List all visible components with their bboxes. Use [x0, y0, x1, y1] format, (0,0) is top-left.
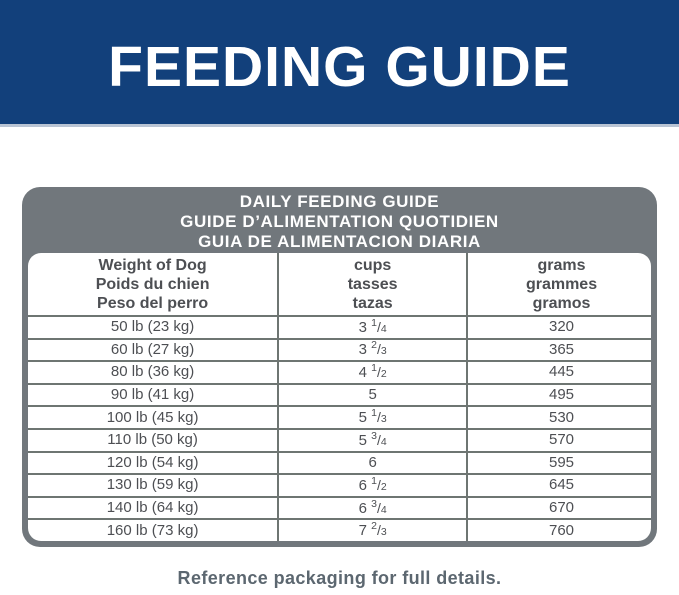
cups-cell: [279, 475, 466, 496]
weight-cell: [28, 340, 277, 361]
weight-value: 110 lb (50 kg): [107, 431, 198, 449]
grams-value: 365: [549, 340, 575, 358]
column-header-line: grammes: [525, 275, 598, 293]
cups-cell: [279, 385, 466, 406]
column-header-line: Poids du chien: [95, 275, 210, 293]
weight-value: 160 lb (73 kg): [106, 521, 199, 539]
grams-value: 670: [549, 499, 575, 517]
feeding-grid: [28, 253, 651, 541]
column-header-cups: [279, 253, 466, 315]
cups-cell: [279, 340, 466, 361]
weight-cell: [28, 475, 277, 496]
column-header-line: gramos: [532, 294, 591, 312]
column-header-line: tasses: [347, 275, 398, 293]
column-header-line: Weight of Dog: [98, 256, 207, 274]
cups-cell: [279, 520, 466, 541]
grams-cell: [468, 498, 651, 519]
cups-cell: [279, 498, 466, 519]
weight-cell: [28, 362, 277, 383]
cups-cell: [279, 430, 466, 451]
grams-cell: [468, 385, 651, 406]
cups-cell: [279, 453, 466, 474]
cups-cell: [279, 407, 466, 428]
grams-cell: [468, 362, 651, 383]
table-title-line-es: GUIA DE ALIMENTACION DIARIA: [198, 231, 481, 251]
cups-value: 6 $^1$/2: [358, 474, 387, 494]
cups-value: 3 $^2$/3: [358, 339, 387, 359]
cups-value: 5 $^1$/3: [358, 407, 387, 427]
grams-cell: [468, 317, 651, 338]
weight-cell: [28, 407, 277, 428]
column-header-line: cups: [353, 256, 392, 274]
weight-cell: [28, 453, 277, 474]
table-title-line-fr: GUIDE D’ALIMENTATION QUOTIDIEN: [180, 211, 499, 231]
weight-value: 60 lb (27 kg): [110, 340, 195, 358]
weight-cell: [28, 385, 277, 406]
grams-value: 570: [549, 431, 575, 449]
cups-value: 3 $^1$/4: [358, 316, 387, 336]
cups-value: 6 $^3$/4: [358, 497, 387, 517]
grams-cell: [468, 453, 651, 474]
weight-cell: [28, 520, 277, 541]
weight-value: 80 lb (36 kg): [110, 363, 195, 381]
weight-value: 140 lb (64 kg): [106, 499, 199, 517]
weight-cell: [28, 317, 277, 338]
grams-value: 445: [549, 363, 575, 381]
weight-cell: [28, 498, 277, 519]
cups-value: 4 $^1$/2: [358, 361, 387, 381]
grams-cell: [468, 475, 651, 496]
grams-cell: [468, 340, 651, 361]
cups-value: 7 $^2$/3: [358, 520, 387, 540]
column-header-line: tazas: [352, 294, 393, 312]
weight-cell: [28, 430, 277, 451]
daily-feeding-table-frame: [22, 187, 657, 547]
grams-value: 530: [549, 408, 575, 426]
table-title: [28, 187, 651, 253]
column-header-grams: [468, 253, 651, 315]
cups-cell: [279, 317, 466, 338]
table-inner: [28, 253, 651, 541]
column-header-line: grams: [537, 256, 586, 274]
grams-value: 760: [549, 521, 575, 539]
cups-value: 5 $^3$/4: [358, 429, 387, 449]
grams-value: 320: [549, 318, 575, 336]
cups-value: 6: [368, 453, 377, 471]
cups-value: 5: [368, 386, 377, 404]
grams-cell: [468, 520, 651, 541]
table-title-line-en: DAILY FEEDING GUIDE: [239, 191, 440, 211]
banner-title: FEEDING GUIDE: [108, 35, 571, 99]
cups-cell: [279, 362, 466, 383]
weight-value: 90 lb (41 kg): [110, 386, 195, 404]
grams-value: 495: [549, 386, 575, 404]
weight-value: 50 lb (23 kg): [110, 318, 195, 336]
weight-value: 120 lb (54 kg): [106, 453, 199, 471]
feeding-guide-banner: [0, 0, 679, 127]
column-header-weight: [28, 253, 277, 315]
column-header-line: Peso del perro: [97, 294, 209, 312]
weight-value: 130 lb (59 kg): [106, 476, 199, 494]
grams-value: 645: [549, 476, 575, 494]
footer-note: Reference packaging for full details.: [177, 567, 502, 588]
weight-value: 100 lb (45 kg): [106, 408, 199, 426]
grams-cell: [468, 407, 651, 428]
grams-value: 595: [549, 453, 575, 471]
grams-cell: [468, 430, 651, 451]
